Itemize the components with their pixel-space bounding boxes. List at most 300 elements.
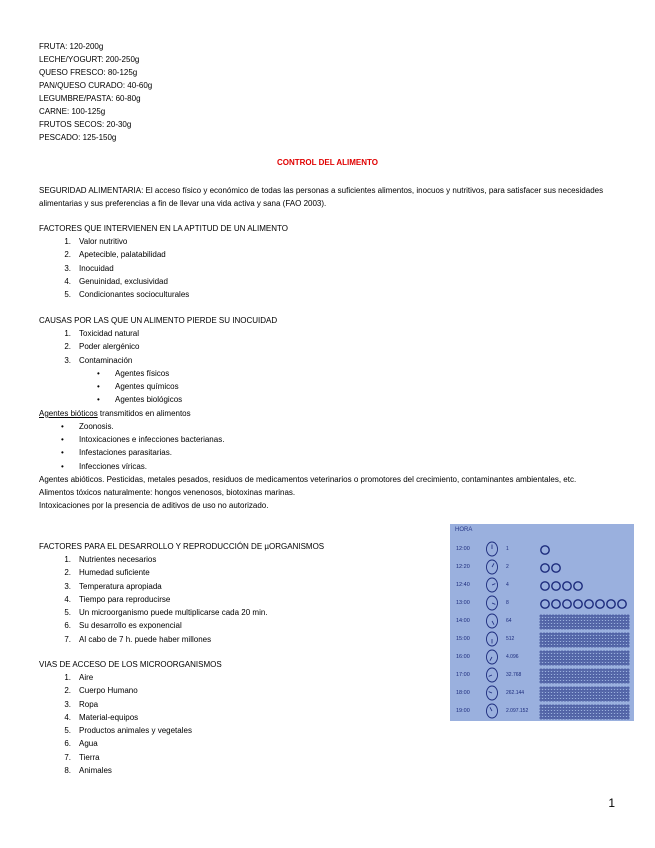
bacterium-mark xyxy=(615,651,617,653)
bacterium-mark xyxy=(597,636,599,638)
bacterium-mark xyxy=(558,615,560,617)
bacterium-mark xyxy=(603,657,605,659)
via-text: Agua xyxy=(79,739,98,749)
bacterium-mark xyxy=(567,642,569,644)
bioticos-list xyxy=(39,420,619,473)
bacterium-mark xyxy=(621,705,623,707)
bacterium-mark xyxy=(582,708,584,710)
bacterium-mark xyxy=(567,615,569,617)
portion-line: PESCADO: 125-150g xyxy=(39,133,117,142)
bacterium-mark xyxy=(564,672,566,674)
bacterium-mark xyxy=(555,639,557,641)
causa-text: Poder alergénico xyxy=(79,342,140,352)
bacterium-mark xyxy=(603,624,605,626)
bacterium-mark xyxy=(585,618,587,620)
list-number: 2. xyxy=(64,250,71,260)
bacterium-mark xyxy=(618,615,620,617)
bacterium-mark xyxy=(561,636,563,638)
bacterium-mark xyxy=(603,714,605,716)
bacterium-mark xyxy=(627,639,629,641)
bacterium-mark xyxy=(606,621,608,623)
bacterium-mark xyxy=(621,633,623,635)
bacterium-mark xyxy=(597,672,599,674)
bacterium-mark xyxy=(546,696,548,698)
clock-icon xyxy=(485,595,499,611)
bacterium-mark xyxy=(546,675,548,677)
bacterium-mark xyxy=(594,678,596,680)
biotico-item: • Intoxicaciones e infecciones bacterianas. xyxy=(39,433,619,446)
contaminacion-item: • Agentes biológicos xyxy=(39,393,619,406)
bacterium-mark xyxy=(618,717,620,719)
bacterium-mark xyxy=(615,660,617,662)
bacterium-mark xyxy=(573,678,575,680)
bacteria-icon-group xyxy=(539,542,631,558)
bacterium-mark xyxy=(624,660,626,662)
bacterium-mark xyxy=(555,651,557,653)
bacterium-mark xyxy=(594,660,596,662)
bacterium-mark xyxy=(564,636,566,638)
via-item xyxy=(39,684,439,697)
aptitud-item xyxy=(39,262,619,275)
figure-row xyxy=(450,594,634,614)
bacterium-mark xyxy=(591,705,593,707)
bacterium-mark xyxy=(624,633,626,635)
bacterium-mark xyxy=(588,660,590,662)
bacterium-mark xyxy=(618,705,620,707)
bacterium-mark xyxy=(606,693,608,695)
list-number: 8. xyxy=(64,766,71,776)
bacterium-mark xyxy=(558,669,560,671)
bacterium-mark xyxy=(552,705,554,707)
bacterium-mark xyxy=(588,678,590,680)
bacterium-mark xyxy=(588,654,590,656)
bacterium-mark xyxy=(585,651,587,653)
bacteria-cells xyxy=(539,704,631,720)
bacterium-mark xyxy=(588,615,590,617)
bacterium-mark xyxy=(543,711,545,713)
bacterium-mark xyxy=(546,663,548,665)
bacterium-mark xyxy=(564,624,566,626)
abioticos-paragraph: Agentes abióticos. Pesticidas, metales pesados, residuos de medicamentos veterinarios o promotores del crecimiento, contaminantes ambientales, etc. xyxy=(39,474,577,484)
bacterium-mark xyxy=(603,621,605,623)
bacterium-mark xyxy=(609,693,611,695)
bacterium-mark xyxy=(561,714,563,716)
bacterium-mark xyxy=(606,672,608,674)
bacterium-mark xyxy=(573,708,575,710)
bacterium-mark xyxy=(606,618,608,620)
bacterium-mark xyxy=(540,711,542,713)
bacterium-mark xyxy=(558,714,560,716)
bacterium-mark xyxy=(582,657,584,659)
bacterium-mark xyxy=(597,681,599,683)
bacterium-mark xyxy=(612,621,614,623)
figure-time: 13:00 xyxy=(456,600,470,606)
bacterium-mark xyxy=(573,645,575,647)
bacterium-mark xyxy=(543,672,545,674)
bacterium-mark xyxy=(552,600,560,608)
bacterium-mark xyxy=(576,672,578,674)
bacterium-mark xyxy=(603,660,605,662)
bacterium-mark xyxy=(591,672,593,674)
bacterium-mark xyxy=(549,714,551,716)
bacterium-mark xyxy=(618,633,620,635)
bacterium-mark xyxy=(600,651,602,653)
bacterium-mark xyxy=(585,687,587,689)
bacterium-mark xyxy=(597,654,599,656)
bacterium-mark xyxy=(558,642,560,644)
bacterium-mark xyxy=(591,663,593,665)
bacterium-mark xyxy=(564,696,566,698)
bacterium-mark xyxy=(564,651,566,653)
bacterium-mark xyxy=(606,708,608,710)
aptitud-text: Apetecible, palatabilidad xyxy=(79,250,166,260)
portion-line: PAN/QUESO CURADO: 40-60g xyxy=(39,81,153,90)
bacterium-mark xyxy=(576,690,578,692)
bacterium-mark xyxy=(609,615,611,617)
bacterium-mark xyxy=(627,717,629,719)
biotico-item: • Zoonosis. xyxy=(39,420,619,433)
bacterium-mark xyxy=(561,681,563,683)
bacterium-mark xyxy=(588,675,590,677)
bacterium-mark xyxy=(618,627,620,629)
bacterium-mark xyxy=(567,621,569,623)
list-number: 5. xyxy=(64,726,71,736)
bacterium-mark xyxy=(573,711,575,713)
bacterium-mark xyxy=(603,690,605,692)
bacterium-mark xyxy=(552,660,554,662)
bacterium-mark xyxy=(552,696,554,698)
bacterium-mark xyxy=(543,675,545,677)
bacterium-mark xyxy=(549,699,551,701)
bacterium-mark xyxy=(576,693,578,695)
bacteria-icon-group xyxy=(539,560,631,576)
bacterium-mark xyxy=(585,714,587,716)
bacterium-mark xyxy=(594,651,596,653)
bacterium-mark xyxy=(603,699,605,701)
bacterium-mark xyxy=(591,693,593,695)
bacterium-mark xyxy=(576,645,578,647)
bacterium-mark xyxy=(549,639,551,641)
bacterium-mark xyxy=(627,621,629,623)
bacterium-mark xyxy=(591,627,593,629)
bacterium-mark xyxy=(609,624,611,626)
bacterium-mark xyxy=(627,651,629,653)
bacterium-mark xyxy=(585,654,587,656)
bacterium-mark xyxy=(552,672,554,674)
bacteria-cells xyxy=(539,560,631,576)
causa-text: Toxicidad natural xyxy=(79,329,140,338)
bacterium-mark xyxy=(621,654,623,656)
bacterium-mark xyxy=(546,711,548,713)
bacterium-mark xyxy=(582,705,584,707)
causa-item xyxy=(39,340,619,353)
bacterium-mark xyxy=(591,678,593,680)
bacterium-mark xyxy=(615,654,617,656)
bacterium-mark xyxy=(570,660,572,662)
bacterium-mark xyxy=(606,654,608,656)
list-number: 3. xyxy=(64,263,71,273)
bacterium-mark xyxy=(549,669,551,671)
bacterium-mark xyxy=(594,657,596,659)
bacteria-cells xyxy=(539,614,631,630)
bacterium-mark xyxy=(558,711,560,713)
bacterium-mark xyxy=(546,621,548,623)
bacterium-mark xyxy=(576,660,578,662)
bacterium-mark xyxy=(618,714,620,716)
bacterium-mark xyxy=(564,699,566,701)
via-item xyxy=(39,711,439,724)
figure-hora-header: HORA xyxy=(455,527,473,533)
bacterium-mark xyxy=(576,654,578,656)
bacterium-mark xyxy=(600,693,602,695)
bacterium-mark xyxy=(567,678,569,680)
bacteria-cells xyxy=(539,596,631,612)
bacterium-mark xyxy=(555,624,557,626)
bacterium-mark xyxy=(627,672,629,674)
bacterium-mark xyxy=(615,681,617,683)
bacterium-mark xyxy=(612,642,614,644)
bacterium-mark xyxy=(591,711,593,713)
bacterium-mark xyxy=(574,600,582,608)
bacterium-mark xyxy=(609,705,611,707)
bacterium-mark xyxy=(618,654,620,656)
bacterium-mark xyxy=(618,618,620,620)
bacterium-mark xyxy=(588,627,590,629)
bacterium-mark xyxy=(588,711,590,713)
bacterium-mark xyxy=(606,717,608,719)
bacterium-mark xyxy=(579,678,581,680)
bacterium-mark xyxy=(615,663,617,665)
bacterium-mark xyxy=(597,696,599,698)
bacterium-mark xyxy=(558,618,560,620)
bacterium-mark xyxy=(627,615,629,617)
bacterium-mark xyxy=(540,624,542,626)
bacterium-mark xyxy=(567,654,569,656)
causa-item xyxy=(39,354,619,367)
bacterium-mark xyxy=(624,705,626,707)
bacterium-mark xyxy=(573,690,575,692)
bacterium-mark xyxy=(594,690,596,692)
figure-row xyxy=(450,630,634,650)
bacterium-mark xyxy=(567,693,569,695)
bacterium-mark xyxy=(627,663,629,665)
bacterium-mark xyxy=(600,660,602,662)
bacterium-mark xyxy=(588,672,590,674)
bacterium-mark xyxy=(570,645,572,647)
bacterium-mark xyxy=(621,687,623,689)
bacterium-mark xyxy=(609,669,611,671)
bacterium-mark xyxy=(576,669,578,671)
bacterium-mark xyxy=(594,636,596,638)
bacterium-mark xyxy=(546,708,548,710)
bacterium-mark xyxy=(606,663,608,665)
bacteria-icon-group xyxy=(539,614,631,630)
bacterium-mark xyxy=(585,624,587,626)
bacterium-mark xyxy=(588,705,590,707)
bacterium-mark xyxy=(549,717,551,719)
bacterium-mark xyxy=(549,660,551,662)
bacterium-mark xyxy=(561,642,563,644)
bacterium-mark xyxy=(588,651,590,653)
bacterium-mark xyxy=(624,708,626,710)
bacterium-mark xyxy=(549,705,551,707)
bacterium-mark xyxy=(597,660,599,662)
bacterium-mark xyxy=(564,708,566,710)
bacterium-mark xyxy=(609,681,611,683)
bacterium-mark xyxy=(555,714,557,716)
figure-count: 2.097.152 xyxy=(506,708,529,714)
bacterium-mark xyxy=(600,690,602,692)
bacteria-icon-group xyxy=(539,686,631,702)
bacterium-mark xyxy=(543,690,545,692)
bacterium-mark xyxy=(609,717,611,719)
bacterium-mark xyxy=(603,651,605,653)
bacterium-mark xyxy=(597,645,599,647)
bacterium-mark xyxy=(582,699,584,701)
bacterium-mark xyxy=(606,690,608,692)
bacterium-mark xyxy=(624,717,626,719)
bacterium-mark xyxy=(546,705,548,707)
bacterium-mark xyxy=(591,657,593,659)
bacterium-mark xyxy=(621,693,623,695)
bacterium-mark xyxy=(540,633,542,635)
bacterium-mark xyxy=(588,657,590,659)
bacterium-mark xyxy=(561,669,563,671)
bacterium-mark xyxy=(570,636,572,638)
bacterium-mark xyxy=(585,600,593,608)
bacterium-mark xyxy=(588,696,590,698)
bacterium-mark xyxy=(627,660,629,662)
bacterium-mark xyxy=(558,678,560,680)
bacterium-mark xyxy=(543,717,545,719)
bacterium-mark xyxy=(618,657,620,659)
bacterium-mark xyxy=(612,627,614,629)
bacterium-mark xyxy=(588,669,590,671)
bacterium-mark xyxy=(546,714,548,716)
bacterium-mark xyxy=(588,636,590,638)
bacterium-mark xyxy=(549,681,551,683)
bacterium-mark xyxy=(609,678,611,680)
bacterium-mark xyxy=(561,645,563,647)
figure-count: 262.144 xyxy=(506,690,525,696)
bacterium-mark xyxy=(570,669,572,671)
bacterium-mark xyxy=(627,714,629,716)
desarrollo-text: Su desarrollo es exponencial xyxy=(79,621,182,631)
bacterium-mark xyxy=(603,627,605,629)
bacterium-mark xyxy=(558,621,560,623)
bacterium-mark xyxy=(543,693,545,695)
desarrollo-item xyxy=(39,566,439,579)
bacterium-mark xyxy=(594,621,596,623)
bacterium-mark xyxy=(573,714,575,716)
via-text: Material-equipos xyxy=(79,712,139,722)
bacterium-mark xyxy=(609,627,611,629)
bacterium-mark xyxy=(579,690,581,692)
bacterium-mark xyxy=(579,657,581,659)
bacterium-mark xyxy=(621,645,623,647)
bacterium-mark xyxy=(579,714,581,716)
bacterium-mark xyxy=(574,582,582,590)
bacteria-icon-group xyxy=(539,668,631,684)
bacterium-mark xyxy=(591,618,593,620)
bacterium-mark xyxy=(558,687,560,689)
bacterium-mark xyxy=(561,678,563,680)
bacterium-mark xyxy=(558,663,560,665)
bacterium-mark xyxy=(555,636,557,638)
bacterium-mark xyxy=(600,705,602,707)
bacterium-mark xyxy=(597,693,599,695)
bacterium-mark xyxy=(615,639,617,641)
bacterium-mark xyxy=(603,615,605,617)
bacterium-mark xyxy=(552,708,554,710)
bacterium-mark xyxy=(621,714,623,716)
bacterium-mark xyxy=(543,627,545,629)
bacterium-mark xyxy=(582,621,584,623)
bacterium-mark xyxy=(615,678,617,680)
aptitud-text: Genuinidad, exclusividad xyxy=(79,276,168,286)
bacterium-mark xyxy=(570,624,572,626)
bacterium-mark xyxy=(555,660,557,662)
bacterium-mark xyxy=(552,627,554,629)
portion-line: LECHE/YOGURT: 200-250g xyxy=(39,55,140,64)
bacterium-mark xyxy=(585,636,587,638)
bacterium-mark xyxy=(606,615,608,617)
bacterium-mark xyxy=(552,714,554,716)
bacterium-mark xyxy=(567,618,569,620)
bacterium-mark xyxy=(606,699,608,701)
bacterium-mark xyxy=(597,699,599,701)
bacterium-mark xyxy=(597,642,599,644)
bacteria-icon-group xyxy=(539,650,631,666)
bacterium-mark xyxy=(570,663,572,665)
bacterium-mark xyxy=(576,699,578,701)
bacterium-mark xyxy=(552,564,560,572)
desarrollo-text: Nutrientes necesarios xyxy=(79,555,157,564)
figure-count: 64 xyxy=(506,618,512,624)
list-number: 6. xyxy=(64,621,71,631)
bacterium-mark xyxy=(541,546,549,554)
bacterium-mark xyxy=(570,615,572,617)
bacterium-mark xyxy=(615,705,617,707)
bacterium-mark xyxy=(621,624,623,626)
bacterium-mark xyxy=(609,645,611,647)
bacterium-mark xyxy=(540,696,542,698)
bacterium-mark xyxy=(555,705,557,707)
bacterium-mark xyxy=(627,687,629,689)
bacterium-mark xyxy=(552,651,554,653)
bacterium-mark xyxy=(546,687,548,689)
via-item xyxy=(39,698,439,711)
bacterium-mark xyxy=(594,696,596,698)
bacterium-mark xyxy=(558,657,560,659)
bacterium-mark xyxy=(552,636,554,638)
bacterium-mark xyxy=(609,696,611,698)
bacterium-mark xyxy=(606,714,608,716)
bacterium-mark xyxy=(621,621,623,623)
bacterium-mark xyxy=(567,690,569,692)
bacterium-mark xyxy=(558,693,560,695)
bacterium-mark xyxy=(603,708,605,710)
bacterium-mark xyxy=(570,618,572,620)
bacterium-mark xyxy=(552,711,554,713)
bacterium-mark xyxy=(597,657,599,659)
bacterium-mark xyxy=(567,645,569,647)
bacterium-mark xyxy=(612,663,614,665)
bacterium-mark xyxy=(567,657,569,659)
bacterium-mark xyxy=(561,675,563,677)
bacterium-mark xyxy=(621,717,623,719)
bacterium-mark xyxy=(585,708,587,710)
